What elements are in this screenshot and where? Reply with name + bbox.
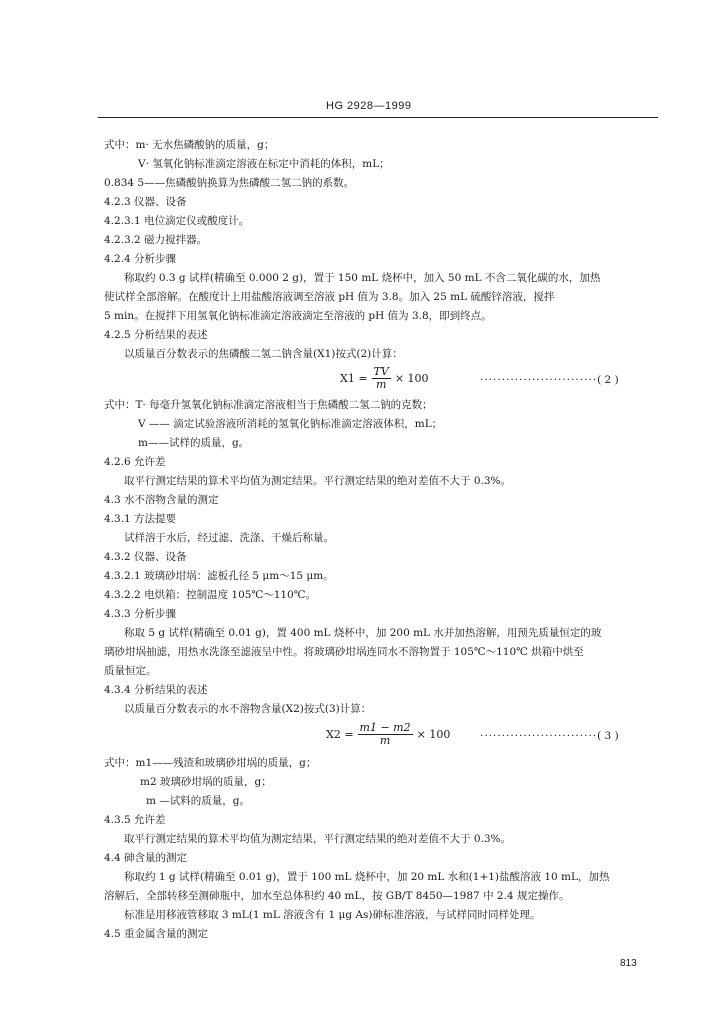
- formula-3: [326, 722, 450, 747]
- text-line: 标准是用移液管移取 3 mL(1 mL 溶液含有 1 μg As)砷标准溶液，与试样同时同样处理。: [124, 909, 541, 921]
- text-line: 璃砂坩埚抽滤，用热水洗涤至滤液呈中性。将玻璃砂坩埚连同水不溶物置于 105℃～110℃ 烘箱中烘至: [104, 646, 584, 658]
- text-line: 4.2.3.1 电位滴定仪或酸度计。: [104, 215, 250, 227]
- standard-header: HG 2928—1999: [326, 100, 412, 112]
- text-line: m——试样的质量，g。: [138, 437, 250, 449]
- section-heading: 4.4 砷含量的测定: [104, 852, 188, 864]
- formula-fraction: [358, 722, 413, 747]
- text-line: 溶解后，全部转移至测砷瓶中，加水至总体积约 40 mL，按 GB/T 8450—1987 中 2.4 规定操作。: [104, 890, 570, 902]
- text-line: 式中：T· 每毫升氢氧化钠标准滴定溶液相当于焦磷酸二氢二钠的克数；: [104, 399, 433, 411]
- text-line: 0.834 5——焦磷酸钠换算为焦磷酸二氢二钠的系数。: [104, 177, 355, 189]
- section-heading: 4.2.6 允许差: [104, 456, 166, 468]
- section-heading: 4.3 水不溶物含量的测定: [104, 494, 219, 506]
- formula-numerator: m1 − m2: [359, 721, 411, 734]
- section-heading: 4.5 重金属含量的测定: [104, 928, 209, 940]
- text-line: m2 玻璃砂坩埚的质量，g；: [140, 776, 272, 788]
- text-line: 称取约 1 g 试样(精确至 0.01 g)，置于 100 mL 烧杯中，加 20 mL 水和(1+1)盐酸溶液 10 mL，加热: [124, 871, 610, 883]
- section-heading: 4.3.4 分析结果的表述: [104, 684, 208, 696]
- section-heading: 4.3.1 方法提要: [104, 513, 177, 525]
- text-line: m —试料的质量，g。: [146, 795, 251, 807]
- text-line: 5 min。在搅拌下用氢氧化钠标准滴定溶液滴定至溶液的 pH 值为 3.8，即到终点。: [104, 310, 492, 322]
- equation-number: ···························( 3 ): [480, 730, 619, 742]
- section-heading: 4.3.2 仪器、设备: [104, 551, 187, 563]
- header-rule: [98, 117, 658, 118]
- section-heading: 4.3.5 允许差: [104, 814, 166, 826]
- text-line: 4.3.2.1 玻璃砂坩埚：滤板孔径 5 μm～15 μm。: [104, 570, 334, 582]
- formula-fraction: [372, 366, 391, 391]
- section-heading: 4.2.5 分析结果的表述: [104, 329, 208, 341]
- formula-2: [340, 366, 429, 391]
- text-line: 取平行测定结果的算术平均值为测定结果，平行测定结果的绝对差值不大于 0.3%。: [124, 833, 512, 845]
- text-line: 式中：m1——残渣和玻璃砂坩埚的质量，g；: [104, 757, 317, 769]
- formula-tail: × 100: [394, 372, 429, 385]
- formula-denominator: m: [375, 378, 387, 391]
- text-line: 以质量百分数表示的焦磷酸二氢二钠含量(X1)按式(2)计算：: [124, 348, 403, 360]
- text-line: V· 氢氧化钠标准滴定溶液在标定中消耗的体积，mL；: [138, 158, 390, 170]
- formula-lhs: X1 =: [340, 372, 368, 385]
- section-heading: 4.2.3 仪器、设备: [104, 196, 187, 208]
- text-line: 以质量百分数表示的水不溶物含量(X2)按式(3)计算：: [124, 703, 372, 715]
- section-heading: 4.3.3 分析步骤: [104, 608, 177, 620]
- formula-tail: × 100: [416, 728, 451, 741]
- text-line: 质量恒定。: [104, 665, 157, 677]
- equation-number-label: ( 3 ): [597, 730, 619, 742]
- formula-denominator: m: [379, 734, 391, 747]
- text-line: 使试样全部溶解。在酸度计上用盐酸溶液调至溶液 pH 值为 3.8。加入 25 mL 硫酸锌溶液，搅拌: [104, 291, 555, 303]
- text-line: 取平行测定结果的算术平均值为测定结果。平行测定结果的绝对差值不大于 0.3%。: [124, 475, 512, 487]
- text-line: 称取约 0.3 g 试样(精确至 0.000 2 g)，置于 150 mL 烧杯中，加入 50 mL 不含二氧化碳的水，加热: [124, 272, 601, 284]
- text-line: 称取 5 g 试样(精确至 0.01 g)，置 400 mL 烧杯中，加 200 mL 水并加热溶解，用预先质量恒定的玻: [124, 627, 602, 639]
- formula-numerator: TV: [373, 365, 389, 378]
- page-number: 813: [620, 958, 637, 969]
- equation-number: ···························( 2 ): [480, 374, 619, 386]
- text-line: 4.3.2.2 电烘箱：控制温度 105℃～110℃。: [104, 589, 316, 601]
- formula-lhs: X2 =: [326, 728, 354, 741]
- text-line: V —— 滴定试验溶液所消耗的氢氧化钠标准滴定溶液体积，mL；: [138, 418, 443, 430]
- text-line: 式中：m· 无水焦磷酸钠的质量，g；: [104, 139, 275, 151]
- text-line: 4.2.3.2 磁力搅拌器。: [104, 234, 208, 246]
- equation-number-label: ( 2 ): [597, 374, 619, 386]
- section-heading: 4.2.4 分析步骤: [104, 253, 177, 265]
- text-line: 试样溶于水后，经过滤、洗涤、干燥后称量。: [124, 532, 334, 544]
